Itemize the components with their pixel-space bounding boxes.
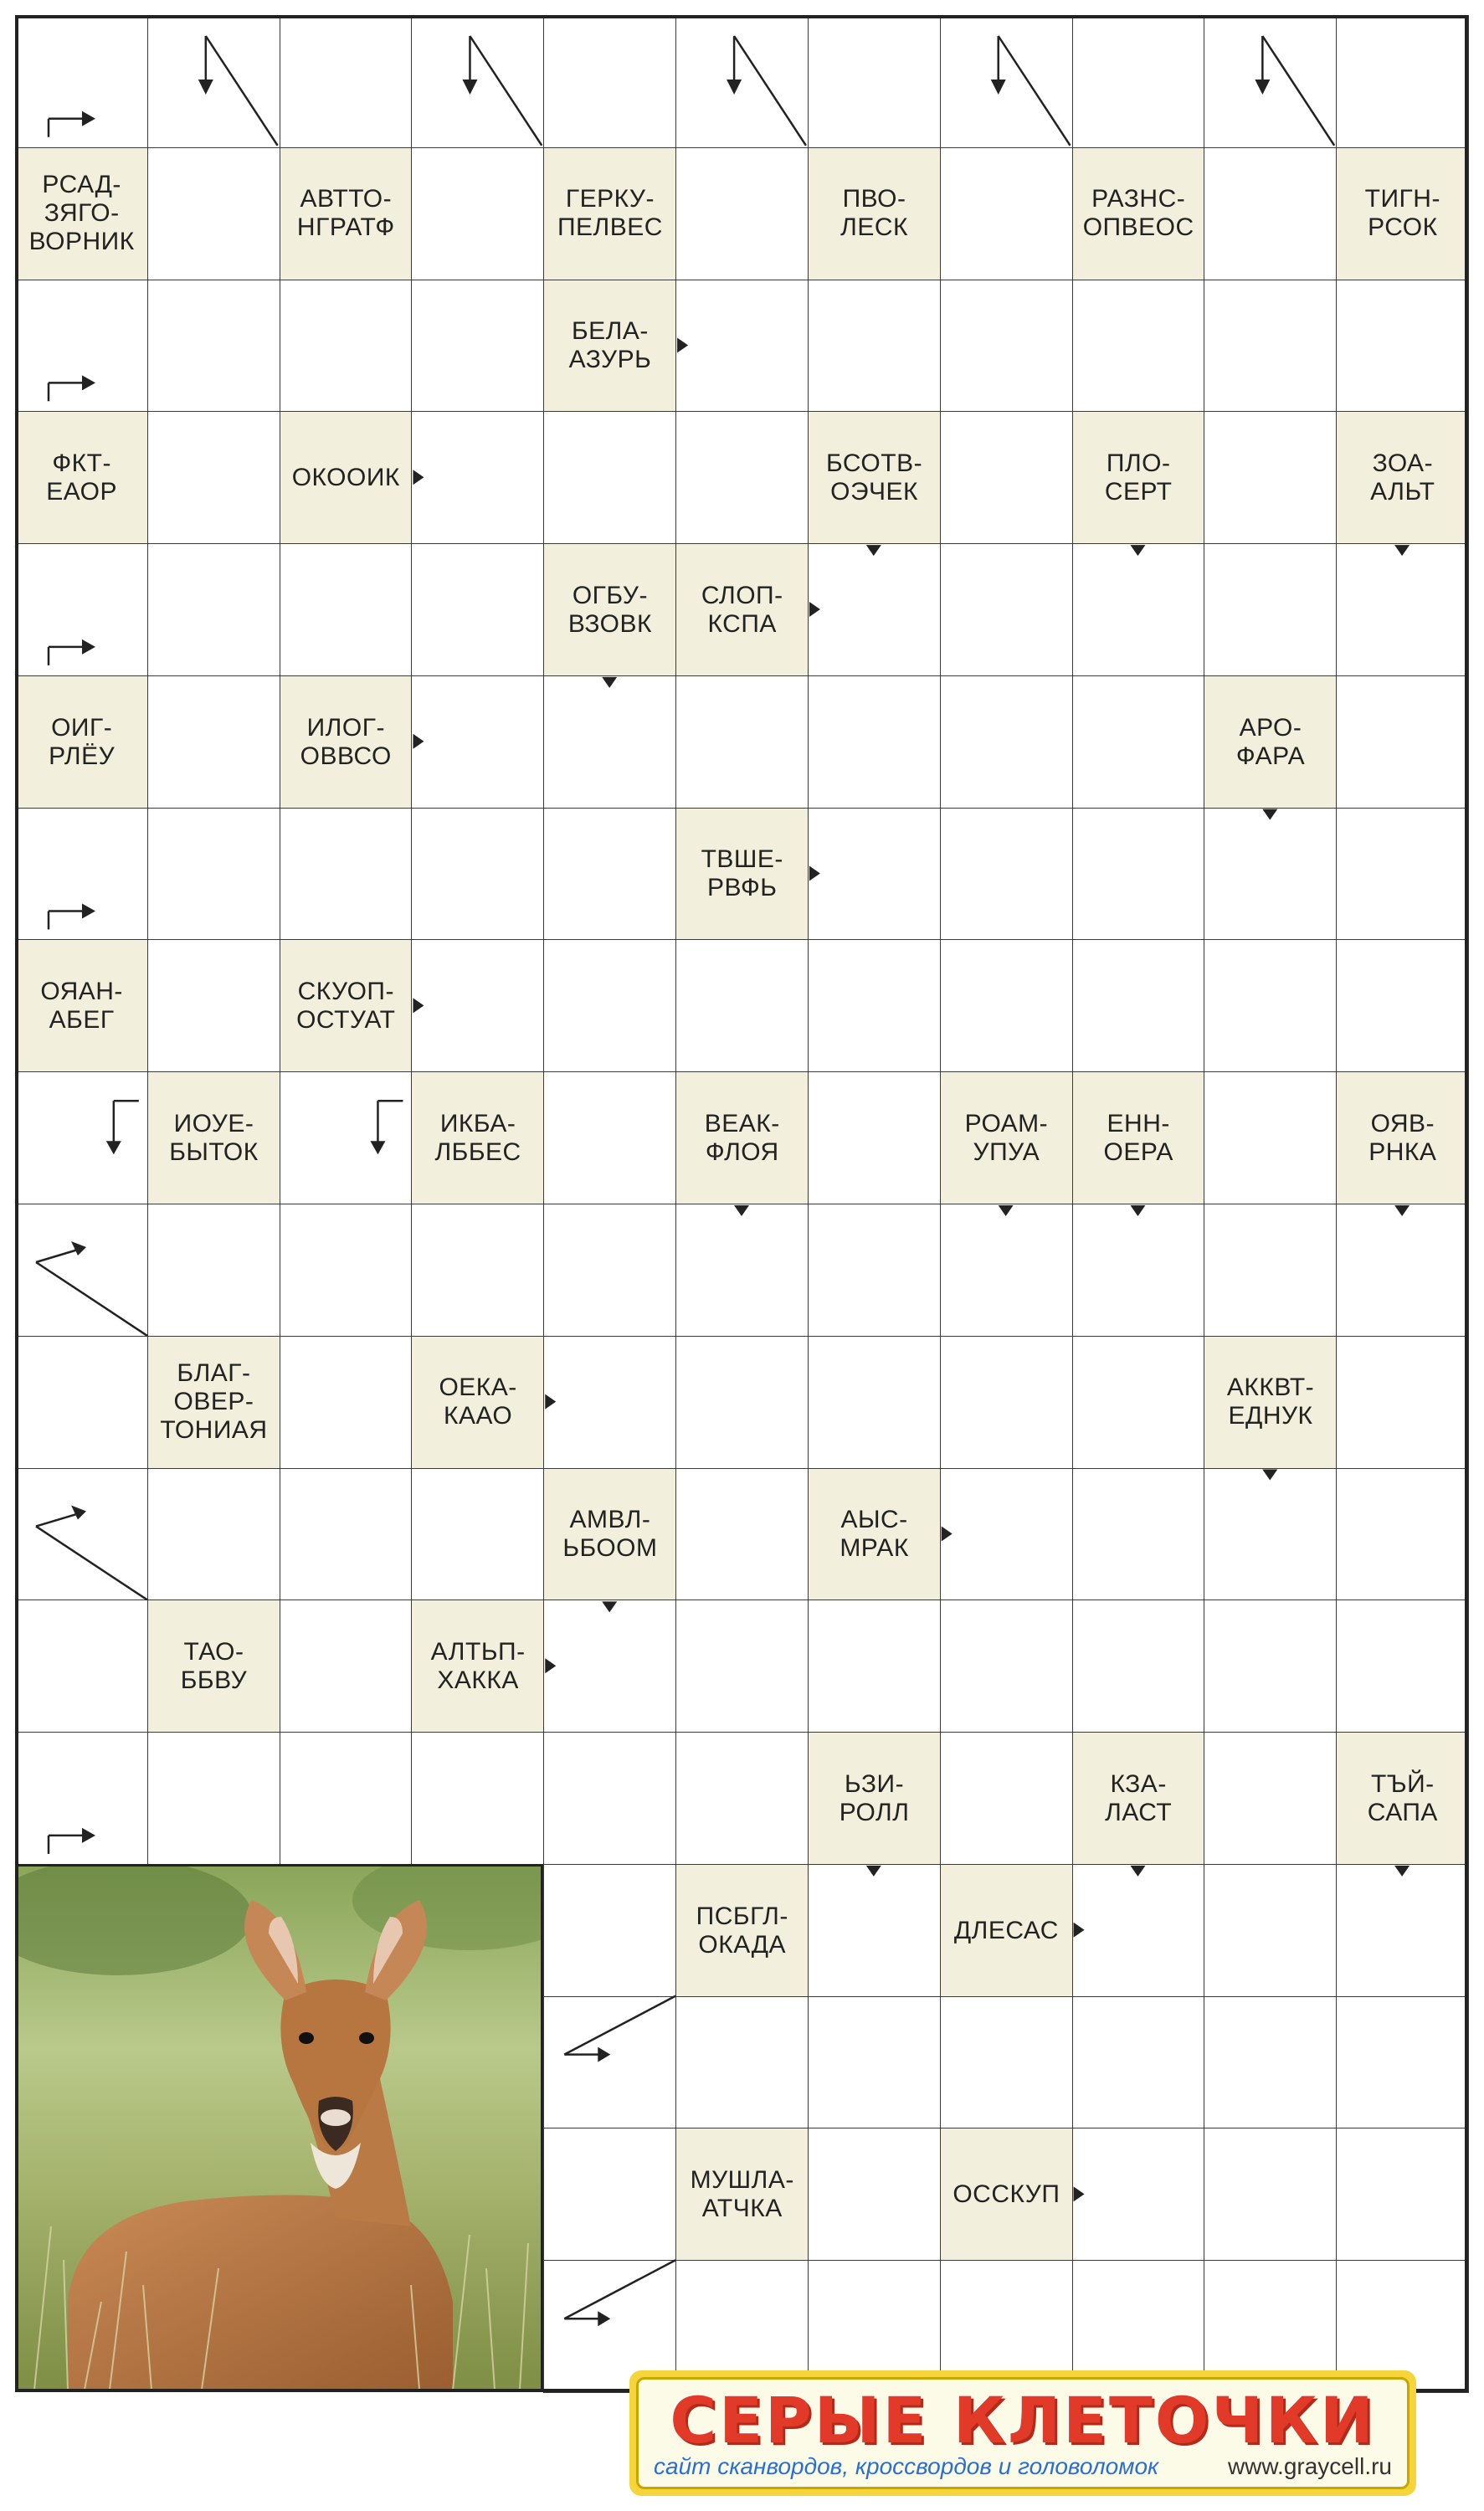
clue-text: ИЛОГ- ОВВСО: [300, 713, 392, 770]
answer-cell[interactable]: [147, 147, 280, 280]
clue-text: БЛАГ- ОВЕР- ТОНИАЯ: [160, 1359, 268, 1445]
answer-cell[interactable]: [808, 808, 941, 941]
answer-cell[interactable]: [675, 1468, 809, 1601]
answer-cell[interactable]: [1204, 147, 1337, 280]
answer-cell[interactable]: [543, 1600, 676, 1733]
answer-cell[interactable]: [1204, 1996, 1337, 2129]
answer-cell[interactable]: [1336, 675, 1469, 809]
answer-cell[interactable]: [280, 1071, 413, 1204]
answer-cell[interactable]: [675, 15, 809, 148]
answer-cell[interactable]: [808, 2128, 941, 2261]
clue-cell: [147, 1336, 280, 1469]
clue-text: МУШЛА- АТЧКА: [690, 2166, 794, 2223]
clue-cell: [1072, 1732, 1205, 1865]
clue-text: ТИГН- РСОК: [1364, 185, 1440, 242]
clue-text: ЗОА- АЛЬТ: [1370, 449, 1435, 506]
answer-cell[interactable]: [1204, 15, 1337, 148]
clue-text: ОИГ- РЛЁУ: [49, 713, 116, 770]
answer-cell[interactable]: [808, 543, 941, 676]
clue-cell: [280, 411, 413, 544]
answer-cell[interactable]: [15, 280, 148, 413]
clue-cell: [147, 1071, 280, 1204]
clue-text: ТАО- ББВУ: [180, 1637, 248, 1694]
site-logo: [629, 2370, 1416, 2496]
clue-text: ПСБГЛ- ОКАДА: [696, 1902, 788, 1959]
clue-cell: [15, 147, 148, 280]
answer-cell[interactable]: [1336, 1468, 1469, 1601]
answer-cell[interactable]: [1204, 1864, 1337, 1997]
answer-cell[interactable]: [1204, 1732, 1337, 1865]
clue-cell: [675, 2128, 809, 2261]
answer-cell[interactable]: [411, 15, 544, 148]
answer-cell[interactable]: [543, 1336, 676, 1469]
clue-text: ОЯВ- РНКА: [1368, 1109, 1437, 1166]
clue-cell: [147, 1600, 280, 1733]
answer-cell[interactable]: [1072, 675, 1205, 809]
answer-cell[interactable]: [675, 147, 809, 280]
answer-cell[interactable]: [1204, 1600, 1337, 1733]
clue-text: ВЕАК- ФЛОЯ: [704, 1109, 780, 1166]
answer-cell[interactable]: [1204, 1468, 1337, 1601]
answer-cell[interactable]: [940, 939, 1073, 1072]
answer-cell[interactable]: [147, 411, 280, 544]
answer-cell[interactable]: [280, 1468, 413, 1601]
answer-cell[interactable]: [1336, 1864, 1469, 1997]
clue-cell: [1072, 411, 1205, 544]
answer-cell[interactable]: [1336, 2128, 1469, 2261]
answer-cell[interactable]: [675, 1336, 809, 1469]
clue-text: РСАД- ЗЯГО- ВОРНИК: [28, 171, 135, 256]
answer-cell[interactable]: [675, 1204, 809, 1337]
clue-text: ОССКУП: [953, 2180, 1060, 2209]
answer-cell[interactable]: [940, 1732, 1073, 1865]
answer-cell[interactable]: [147, 808, 280, 941]
answer-cell[interactable]: [808, 280, 941, 413]
answer-cell[interactable]: [411, 808, 544, 941]
clue-text: РАЗНС- ОПВЕОС: [1082, 185, 1194, 242]
logo-title: СЕРЫЕ КЛЕТОЧКИ: [670, 2383, 1376, 2457]
clue-cell: [543, 1468, 676, 1601]
clue-text: ПВО- ЛЕСК: [840, 185, 908, 242]
answer-cell[interactable]: [543, 2128, 676, 2261]
answer-cell[interactable]: [1336, 939, 1469, 1072]
clue-text: ИКБА- ЛББЕС: [434, 1109, 521, 1166]
answer-cell[interactable]: [280, 1336, 413, 1469]
answer-cell[interactable]: [675, 1732, 809, 1865]
answer-cell[interactable]: [1336, 1600, 1469, 1733]
clue-cell: [543, 147, 676, 280]
answer-cell[interactable]: [808, 1071, 941, 1204]
clue-cell: [808, 411, 941, 544]
clue-text: БЕЛА- АЗУРЬ: [568, 317, 652, 374]
answer-cell[interactable]: [1072, 1864, 1205, 1997]
clue-cell: [940, 2128, 1073, 2261]
answer-cell[interactable]: [147, 15, 280, 148]
deer-photo: [15, 1864, 543, 2392]
clue-text: АВТТО- НГРАТФ: [296, 185, 395, 242]
answer-cell[interactable]: [940, 280, 1073, 413]
clue-text: ТВШЕ- РВФЬ: [701, 845, 783, 902]
answer-cell[interactable]: [15, 1204, 148, 1337]
answer-cell[interactable]: [675, 675, 809, 809]
answer-cell[interactable]: [1072, 808, 1205, 941]
logo-url: www.graycell.ru: [1227, 2453, 1392, 2479]
answer-cell[interactable]: [543, 808, 676, 941]
answer-cell[interactable]: [940, 1204, 1073, 1337]
answer-cell[interactable]: [808, 675, 941, 809]
clue-cell: [808, 1732, 941, 1865]
clue-text: ОГБУ- ВЗОВК: [567, 581, 652, 638]
answer-cell[interactable]: [675, 280, 809, 413]
answer-cell[interactable]: [1072, 939, 1205, 1072]
answer-cell[interactable]: [543, 1864, 676, 1997]
answer-cell[interactable]: [1204, 543, 1337, 676]
clue-text: ПЛО- СЕРТ: [1104, 449, 1173, 506]
answer-cell[interactable]: [411, 543, 544, 676]
answer-cell[interactable]: [1204, 280, 1337, 413]
answer-cell[interactable]: [147, 675, 280, 809]
answer-cell[interactable]: [675, 939, 809, 1072]
answer-cell[interactable]: [280, 543, 413, 676]
clue-text: АККВТ- ЕДНУК: [1226, 1374, 1315, 1430]
answer-cell[interactable]: [147, 280, 280, 413]
clue-cell: [675, 808, 809, 941]
answer-cell[interactable]: [543, 411, 676, 544]
answer-cell[interactable]: [1072, 1204, 1205, 1337]
clue-cell: [1336, 147, 1469, 280]
answer-cell[interactable]: [1072, 280, 1205, 413]
answer-cell[interactable]: [280, 808, 413, 941]
clue-text: ОЕКА- КААО: [439, 1374, 517, 1430]
answer-cell[interactable]: [411, 1468, 544, 1601]
clue-cell: [1336, 1732, 1469, 1865]
answer-cell[interactable]: [940, 1996, 1073, 2129]
clue-cell: [280, 147, 413, 280]
answer-cell[interactable]: [940, 675, 1073, 809]
answer-cell[interactable]: [1204, 411, 1337, 544]
answer-cell[interactable]: [1204, 1071, 1337, 1204]
answer-cell[interactable]: [15, 1071, 148, 1204]
answer-cell[interactable]: [808, 939, 941, 1072]
answer-cell[interactable]: [15, 1732, 148, 1865]
answer-cell[interactable]: [1072, 1468, 1205, 1601]
clue-cell: [1072, 147, 1205, 280]
answer-cell[interactable]: [1204, 1204, 1337, 1337]
answer-cell[interactable]: [411, 675, 544, 809]
clue-text: ИОУЕ- БЫТОК: [169, 1109, 259, 1166]
clue-cell: [15, 411, 148, 544]
answer-cell[interactable]: [675, 1600, 809, 1733]
answer-cell[interactable]: [808, 1996, 941, 2129]
clue-cell: [940, 1071, 1073, 1204]
clue-text: ГЕРКУ- ПЕЛВЕС: [557, 185, 663, 242]
answer-cell[interactable]: [411, 280, 544, 413]
answer-cell[interactable]: [147, 939, 280, 1072]
clue-text: СКУОП- ОСТУАТ: [296, 978, 396, 1035]
clue-cell: [15, 939, 148, 1072]
answer-cell[interactable]: [15, 1468, 148, 1601]
clue-text: АЫС- МРАК: [840, 1506, 909, 1563]
answer-cell[interactable]: [280, 1732, 413, 1865]
clue-cell: [280, 939, 413, 1072]
answer-cell[interactable]: [808, 1204, 941, 1337]
clue-cell: [1336, 1071, 1469, 1204]
answer-cell[interactable]: [411, 1732, 544, 1865]
answer-cell[interactable]: [15, 808, 148, 941]
answer-cell[interactable]: [543, 15, 676, 148]
answer-cell[interactable]: [1072, 1336, 1205, 1469]
answer-cell[interactable]: [808, 1336, 941, 1469]
clue-cell: [675, 1071, 809, 1204]
clue-text: АРО- ФАРА: [1235, 713, 1306, 770]
answer-cell[interactable]: [1336, 15, 1469, 148]
answer-cell[interactable]: [543, 1204, 676, 1337]
clue-text: ЬЗИ- РОЛЛ: [839, 1769, 910, 1826]
deer-image: [18, 1867, 541, 2390]
clue-cell: [808, 1468, 941, 1601]
answer-cell[interactable]: [411, 1204, 544, 1337]
clue-cell: [543, 280, 676, 413]
answer-cell[interactable]: [15, 15, 148, 148]
answer-cell[interactable]: [1336, 808, 1469, 941]
answer-cell[interactable]: [1336, 543, 1469, 676]
answer-cell[interactable]: [15, 1600, 148, 1733]
clue-cell: [543, 543, 676, 676]
answer-cell[interactable]: [543, 939, 676, 1072]
answer-cell[interactable]: [543, 1996, 676, 2129]
answer-cell[interactable]: [1072, 1600, 1205, 1733]
answer-cell[interactable]: [15, 1336, 148, 1469]
answer-cell[interactable]: [1336, 1204, 1469, 1337]
clue-cell: [411, 1600, 544, 1733]
answer-cell[interactable]: [543, 1732, 676, 1865]
answer-cell[interactable]: [1072, 2128, 1205, 2261]
answer-cell[interactable]: [940, 808, 1073, 941]
answer-cell[interactable]: [808, 1600, 941, 1733]
answer-cell[interactable]: [940, 15, 1073, 148]
answer-cell[interactable]: [411, 939, 544, 1072]
answer-cell[interactable]: [147, 1468, 280, 1601]
answer-cell[interactable]: [1336, 280, 1469, 413]
answer-cell[interactable]: [280, 15, 413, 148]
answer-cell[interactable]: [940, 147, 1073, 280]
clue-text: ОЯАН- АБЕГ: [40, 978, 123, 1035]
clue-text: АЛТЬП- ХАККА: [430, 1637, 526, 1694]
clue-cell: [411, 1336, 544, 1469]
clue-cell: [411, 1071, 544, 1204]
clue-cell: [1204, 1336, 1337, 1469]
answer-cell[interactable]: [147, 1204, 280, 1337]
clue-cell: [15, 675, 148, 809]
clue-text: КЗА- ЛАСТ: [1105, 1769, 1173, 1826]
answer-cell[interactable]: [940, 543, 1073, 676]
logo-subtitle: сайт сканвордов, кроссвордов и головоломок: [654, 2453, 1159, 2479]
answer-cell[interactable]: [940, 1600, 1073, 1733]
answer-cell[interactable]: [543, 1071, 676, 1204]
answer-cell[interactable]: [1072, 1996, 1205, 2129]
answer-cell[interactable]: [280, 280, 413, 413]
answer-cell[interactable]: [1336, 1336, 1469, 1469]
answer-cell[interactable]: [543, 675, 676, 809]
answer-cell[interactable]: [940, 1468, 1073, 1601]
answer-cell[interactable]: [808, 1864, 941, 1997]
answer-cell[interactable]: [1072, 543, 1205, 676]
answer-cell[interactable]: [147, 543, 280, 676]
answer-cell[interactable]: [1204, 939, 1337, 1072]
answer-cell[interactable]: [411, 411, 544, 544]
answer-cell[interactable]: [280, 1204, 413, 1337]
clue-text: ЕНН- ОЕРА: [1103, 1109, 1173, 1166]
answer-cell[interactable]: [1204, 808, 1337, 941]
clue-text: ТЪЙ- САПА: [1367, 1769, 1438, 1826]
clue-text: ДЛЕСАС: [953, 1916, 1059, 1944]
clue-text: БСОТВ- ОЭЧЕК: [826, 449, 923, 506]
clue-text: АМВЛ- ЬБООМ: [562, 1506, 658, 1563]
clue-cell: [280, 675, 413, 809]
clue-cell: [940, 1864, 1073, 1997]
answer-cell[interactable]: [1336, 1996, 1469, 2129]
answer-cell[interactable]: [808, 15, 941, 148]
answer-cell[interactable]: [15, 543, 148, 676]
answer-cell[interactable]: [411, 147, 544, 280]
answer-cell[interactable]: [1072, 15, 1205, 148]
answer-cell[interactable]: [675, 411, 809, 544]
clue-cell: [675, 543, 809, 676]
answer-cell[interactable]: [675, 1996, 809, 2129]
clue-cell: [808, 147, 941, 280]
answer-cell[interactable]: [1204, 2128, 1337, 2261]
answer-cell[interactable]: [280, 1600, 413, 1733]
clue-text: СЛОП- КСПА: [701, 581, 783, 638]
answer-cell[interactable]: [940, 411, 1073, 544]
clue-cell: [675, 1864, 809, 1997]
clue-text: РОАМ- УПУА: [964, 1109, 1049, 1166]
clue-cell: [1204, 675, 1337, 809]
answer-cell[interactable]: [940, 1336, 1073, 1469]
clue-text: ОКООИК: [291, 463, 400, 491]
clue-cell: [1336, 411, 1469, 544]
answer-cell[interactable]: [147, 1732, 280, 1865]
clue-cell: [1072, 1071, 1205, 1204]
clue-text: ФКТ- ЕАОР: [46, 449, 118, 506]
